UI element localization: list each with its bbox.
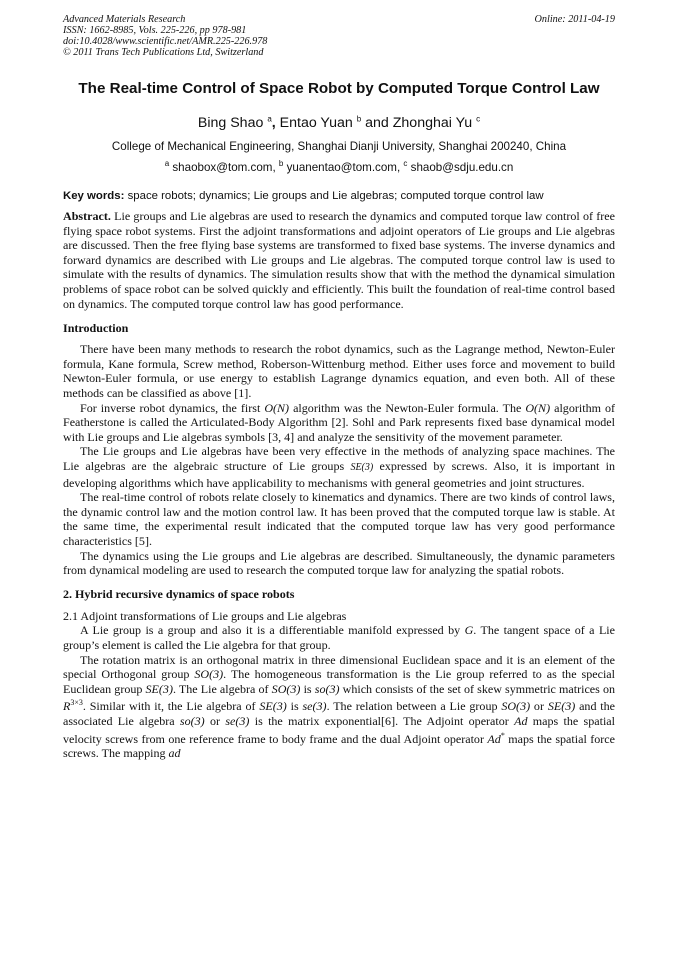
author-name: Bing Shao	[197, 115, 264, 131]
abstract	[63, 209, 615, 311]
intro-paragraph: There have been many methods to research the robot dynamics, such as the Lagrange method, Newton-Euler formula, Kane formula, Screw method, Roberson-Wittenburg method. Either uses force and movement to build Newton-Euler formula, or use energy to establish Lagrange dynamics equation, and even both. All of these methods can be classified as above [1].	[63, 342, 615, 401]
author-list: Bing Shao $^a$, Entao Yuan $^b$ and Zhonghai Yu $^c$	[197, 114, 481, 131]
email-sup: a	[164, 159, 170, 169]
keywords	[63, 190, 623, 202]
intro-paragraph: The real-time control of robots relate closely to kinematics and dynamics. There are two kinds of control laws, the dynamic control law and the motion control law. It has been proved that the computed torque law is stable. At the same time, the experimental result indicated that the computed torque law has very good performance characteristics [5].	[63, 490, 615, 548]
abstract-label: Abstract.	[63, 209, 111, 223]
section-heading: 2. Hybrid recursive dynamics of space robots	[63, 587, 295, 602]
issn-line: ISSN: 1662-8985, Vols. 225-226, pp 978-981	[63, 25, 247, 36]
email-list: $^a$ shaobox@tom.com, $^b$ yuanentao@tom.com, $^c$ shaob@sdju.edu.cn	[164, 159, 514, 174]
author-name: Zhonghai Yu	[392, 115, 473, 131]
intro-paragraph: The dynamics using the Lie groups and Lie algebras are described. Simultaneously, the dynamic parameters from dynamical modeling are used to research the computed torque law for analyzing the spatial robots.	[63, 548, 615, 578]
intro-paragraph: For inverse robot dynamics, the first O(N) algorithm was the Newton-Euler formula. The O(N) algorithm of Featherstone is called the Articulated-Body Algorithm [2]. Sohl and Park represents fixed base dynamical model with Lie groups and Lie algebras symbols [3, 4] and analyze the sensitivity of the movement parameter.	[63, 400, 616, 444]
section-paragraph: The rotation matrix is an orthogonal matrix in three dimensional Euclidean space and it is an element of the special Orthogonal group SO(3). The homogeneous transformation is the Lie group referred to as the special Euclidean group SE(3). The Lie algebra of SO(3) is so(3) which consists of the set of skew symmetric matrices on $R^{3\times 3}$. Similar with it, the Lie algebra of SE(3) is se(3). The relation between a Lie group SO(3) or SE(3) and the associated Lie algebra so(3) or se(3) is the matrix exponential[6]. The Adjoint operator Ad maps the spatial velocity screws from one reference frame to body frame and the dual Adjoint operator Ad* maps the spatial force screws. The mapping ad	[63, 652, 616, 761]
email-sup: b	[278, 159, 284, 169]
journal-header	[63, 14, 615, 58]
doi-line: doi:10.4028/www.scientific.net/AMR.225-226.978	[63, 36, 268, 47]
intro-heading: Introduction	[63, 320, 129, 335]
online-date: Online: 2011-04-19	[534, 14, 615, 25]
author-sup: c	[476, 114, 481, 124]
abstract-text: Lie groups and Lie algebras are used to research the dynamics and computed torque law control of free flying space robot systems. First the adjoint transformations and adjoint operators of Lie groups and Lie algebras are discussed. Then the free flying base systems are transformed to fixed base systems. The inverse dynamics and forward dynamics are described with Lie groups and Lie algebras. The computed torque control law is used to simulate with the results of dynamics. The simulation results show that with the method the dynamical simulation problems of space robot can be solved quickly and efficiently. This built the foundation of real-time control based on dynamics. The computed torque control law has good performance.	[63, 209, 615, 311]
author-name: Entao Yuan	[279, 115, 353, 131]
keywords-text: space robots; dynamics; Lie groups and Lie algebras; computed torque control law	[127, 190, 544, 202]
email-sup: c	[403, 159, 408, 169]
affiliation: College of Mechanical Engineering, Shanghai Dianji University, Shanghai 200240, China	[111, 140, 567, 153]
paper-title: The Real-time Control of Space Robot by Computed Torque Control Law	[78, 80, 600, 97]
section-paragraph: A Lie group is a group and also it is a differentiable manifold expressed by G. The tangent space of a Lie group’s element is called the Lie algebra for that group.	[63, 623, 615, 653]
email-address: shaobox@tom.com	[172, 161, 273, 174]
keywords-label: Key words:	[63, 190, 125, 202]
author-sup: b	[356, 114, 362, 124]
subsection-heading: 2.1 Adjoint transformations of Lie groups and Lie algebras	[63, 608, 347, 623]
intro-paragraph: The Lie groups and Lie algebras have been very effective in the methods of analyzing space machines. The Lie algebras are the algebraic structure of Lie groups SE(3) expressed by screws. Also, it is important in developing algorithms which have applicability to mechanisms with general geometries and joint structures.	[63, 444, 615, 490]
email-address: yuanentao@tom.com	[286, 161, 397, 174]
author-sup: a	[267, 114, 272, 124]
copyright-line: © 2011 Trans Tech Publications Ltd, Switzerland	[63, 47, 264, 58]
paper-body	[63, 209, 615, 761]
journal-name: Advanced Materials Research	[63, 14, 186, 25]
email-address: shaob@sdju.edu.cn	[410, 161, 514, 174]
